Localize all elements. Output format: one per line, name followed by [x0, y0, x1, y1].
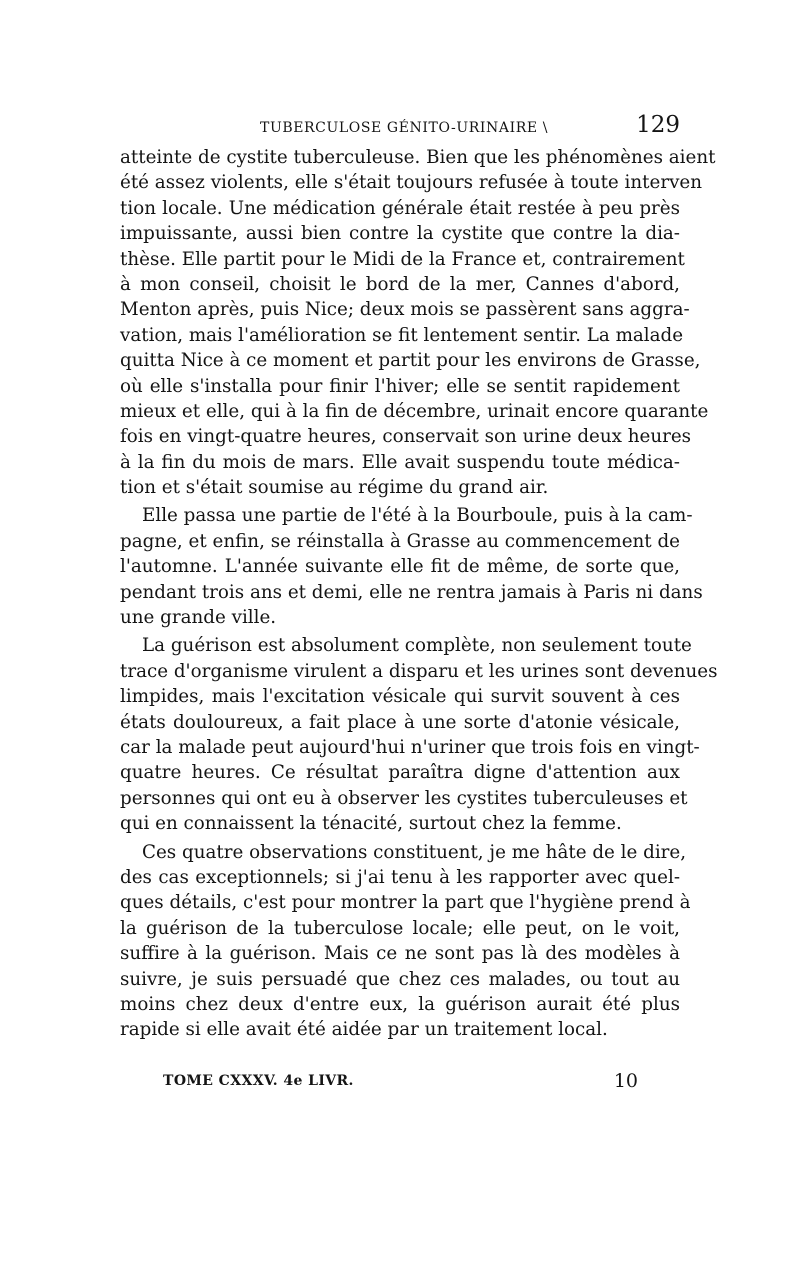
text-line: pendant trois ans et demi, elle ne rentra jamais à Paris ni dans: [120, 581, 703, 603]
text-line: atteinte de cystite tuberculeuse. Bien que les phénomènes aient: [120, 147, 716, 168]
text-line: rapide si elle avait été aidée par un traitement local.: [120, 1019, 608, 1041]
text-line: où elle s'installa pour finir l'hiver; elle se sentit rapidement: [120, 375, 680, 397]
text-line: Menton après, puis Nice; deux mois se passèrent sans aggra-: [120, 299, 690, 321]
text-line: impuissante, aussi bien contre la cystite que contre la dia-: [120, 223, 680, 245]
text-line: qui en connaissent la ténacité, surtout chez la femme.: [120, 813, 622, 835]
text-line: quatre heures. Ce résultat paraîtra digne d'attention aux: [120, 762, 680, 784]
text-line: thèse. Elle partit pour le Midi de la France et, contrairement: [120, 248, 685, 270]
text-line: tion et s'était soumise au régime du grand air.: [120, 477, 549, 499]
text-line: vation, mais l'amélioration se fit lentement sentir. La malade: [120, 324, 684, 346]
text-line: La guérison est absolument complète, non seulement toute: [142, 635, 692, 657]
body-text: [120, 145, 718, 1043]
text-line: états douloureux, a fait place à une sorte d'atonie vésicale,: [120, 711, 680, 733]
text-line: à la fin du mois de mars. Elle avait suspendu toute médica-: [120, 451, 680, 473]
text-line: moins chez deux d'entre eux, la guérison aurait été plus: [120, 993, 680, 1015]
text-line: limpides, mais l'excitation vésicale qui survit souvent à ces: [120, 686, 680, 708]
text-line: car la malade peut aujourd'hui n'uriner que trois fois en vingt-: [120, 736, 700, 758]
text-line: ques détails, c'est pour montrer la part que l'hygiène prend à: [120, 892, 691, 914]
text-line: l'automne. L'année suivante elle fit de même, de sorte que,: [120, 556, 680, 578]
running-title: TUBERCULOSE GÉNITO-URINAIRE \: [260, 120, 549, 136]
text-line: mieux et elle, qui à la fin de décembre, urinait encore quarante: [120, 400, 709, 422]
text-line: une grande ville.: [120, 607, 277, 629]
text-line: Ces quatre observations constituent, je me hâte de le dire,: [142, 841, 687, 863]
text-line: tion locale. Une médication générale était restée à peu près: [120, 197, 680, 219]
paragraph: [120, 633, 718, 836]
text-line: personnes qui ont eu à observer les cystites tuberculeuses et: [120, 787, 688, 809]
sheet-number: 10: [613, 1070, 638, 1092]
text-line: Elle passa une partie de l'été à la Bourboule, puis à la cam-: [142, 505, 693, 527]
text-line: trace d'organisme virulent a disparu et les urines sont devenues: [120, 660, 718, 682]
printer-signature: TOME CXXXV. 4e LIVR.: [163, 1073, 354, 1089]
paragraph: [120, 145, 716, 500]
text-line: été assez violents, elle s'était toujours refusée à toute interven: [120, 172, 703, 194]
page-header: [120, 112, 680, 144]
text-line: suivre, je suis persuadé que chez ces malades, ou tout au: [120, 968, 680, 990]
text-line: suffire à la guérison. Mais ce ne sont pas là des modèles à: [120, 943, 680, 965]
page-number: 129: [636, 112, 680, 138]
text-line: des cas exceptionnels; si j'ai tenu à les rapporter avec quel-: [120, 866, 680, 888]
text-line: la guérison de la tuberculose locale; elle peut, on le voit,: [120, 917, 680, 939]
text-line: fois en vingt-quatre heures, conservait son urine deux heures: [120, 426, 692, 448]
paragraph: [120, 503, 703, 630]
paragraph: [120, 840, 691, 1043]
text-line: à mon conseil, choisit le bord de la mer, Cannes d'abord,: [120, 273, 680, 295]
text-line: quitta Nice à ce moment et partit pour les environs de Grasse,: [120, 350, 701, 372]
page-footer: [163, 1070, 638, 1096]
text-line: pagne, et enfin, se réinstalla à Grasse au commencement de: [120, 530, 680, 552]
